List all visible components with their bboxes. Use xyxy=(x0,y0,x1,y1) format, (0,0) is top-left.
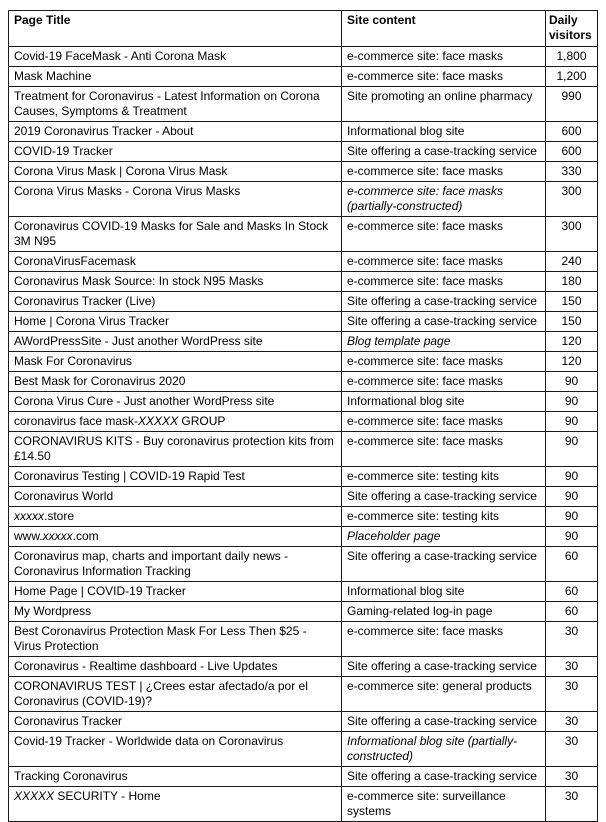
page-title-cell xyxy=(9,292,342,312)
page-title-cell xyxy=(9,467,342,487)
table-header xyxy=(9,11,598,47)
page-title-cell xyxy=(9,412,342,432)
daily-visitors-cell: 90 xyxy=(546,487,598,507)
site-content-cell xyxy=(342,162,546,182)
page-title-text: Best Coronavirus Protection Mask For Less Then $25 - Virus Protection xyxy=(14,624,307,653)
table-row xyxy=(9,657,598,677)
table-row xyxy=(9,332,598,352)
daily-visitors-cell: 990 xyxy=(546,87,598,122)
page-title-text: Corona Virus Mask | Corona Virus Mask xyxy=(14,164,228,178)
page-title-cell xyxy=(9,182,342,217)
page-title-text: AWordPressSite - Just another WordPress site xyxy=(14,334,263,348)
site-content-cell xyxy=(342,582,546,602)
site-content-text: Site offering a case-tracking service xyxy=(347,144,537,158)
page-title-cell xyxy=(9,372,342,392)
site-content-text: e-commerce site: face masks xyxy=(347,219,504,233)
page-title-text: Mask For Coronavirus xyxy=(14,354,133,368)
daily-visitors-cell: 60 xyxy=(546,602,598,622)
page-title-text: Coronavirus World xyxy=(14,489,114,503)
page-title-cell xyxy=(9,252,342,272)
site-content-cell xyxy=(342,312,546,332)
page-title-text: CORONAVIRUS KITS - Buy coronavirus protection kits from £14.50 xyxy=(14,434,334,463)
daily-visitors-cell: 90 xyxy=(546,432,598,467)
page-title-cell xyxy=(9,217,342,252)
table-row xyxy=(9,122,598,142)
daily-visitors-cell: 240 xyxy=(546,252,598,272)
page-title-text: Coronavirus Tracker xyxy=(14,714,123,728)
table-row xyxy=(9,527,598,547)
site-content-cell xyxy=(342,67,546,87)
page-title-cell xyxy=(9,272,342,292)
site-content-cell xyxy=(342,787,546,822)
site-content-cell xyxy=(342,372,546,392)
table-row xyxy=(9,677,598,712)
site-content-cell xyxy=(342,767,546,787)
daily-visitors-cell: 90 xyxy=(546,507,598,527)
table-row xyxy=(9,547,598,582)
site-content-text: Placeholder page xyxy=(347,529,441,543)
site-content-text: e-commerce site: face masks xyxy=(347,354,504,368)
daily-visitors-cell: 30 xyxy=(546,677,598,712)
table-row xyxy=(9,312,598,332)
header-row xyxy=(9,11,598,47)
page-title-text: Coronavirus Tracker (Live) xyxy=(14,294,156,308)
page-title-cell xyxy=(9,582,342,602)
page-title-text: XXXXX xyxy=(138,414,179,428)
page-title-text: Tracking Coronavirus xyxy=(14,769,128,783)
site-content-text: Site offering a case-tracking service xyxy=(347,659,537,673)
site-content-cell xyxy=(342,677,546,712)
page-title-text: SECURITY - Home xyxy=(54,789,161,803)
daily-visitors-cell: 60 xyxy=(546,547,598,582)
site-content-text: Site offering a case-tracking service xyxy=(347,714,537,728)
page-title-cell xyxy=(9,507,342,527)
page-title-text: xxxxx xyxy=(42,529,73,543)
table-row xyxy=(9,87,598,122)
site-content-cell xyxy=(342,87,546,122)
site-content-text: Informational blog site xyxy=(347,394,465,408)
site-content-cell xyxy=(342,432,546,467)
site-content-text: Site offering a case-tracking service xyxy=(347,314,537,328)
page-title-cell xyxy=(9,732,342,767)
page-title-text: Coronavirus Mask Source: In stock N95 Masks xyxy=(14,274,264,288)
table-body xyxy=(9,47,598,822)
page-title-text: CORONAVIRUS TEST | ¿Crees estar afectado/a por el Coronavirus (COVID-19)? xyxy=(14,679,308,708)
table-row xyxy=(9,292,598,312)
page-title-cell xyxy=(9,162,342,182)
site-content-cell xyxy=(342,47,546,67)
daily-visitors-cell: 600 xyxy=(546,122,598,142)
site-content-cell xyxy=(342,252,546,272)
page-title-cell xyxy=(9,712,342,732)
table-row xyxy=(9,582,598,602)
daily-visitors-cell: 120 xyxy=(546,332,598,352)
header-site-content: Site content xyxy=(342,11,546,47)
site-content-cell xyxy=(342,412,546,432)
table-row xyxy=(9,372,598,392)
site-content-text: e-commerce site: testing kits xyxy=(347,509,500,523)
page-title-cell xyxy=(9,352,342,372)
site-content-text: Blog template page xyxy=(347,334,451,348)
site-content-text: e-commerce site: face masks xyxy=(347,374,504,388)
site-content-text: e-commerce site: face masks xyxy=(347,434,504,448)
table-row xyxy=(9,767,598,787)
table-row xyxy=(9,392,598,412)
site-content-cell xyxy=(342,272,546,292)
page-title-text: Treatment for Coronavirus - Latest Information on Corona Causes, Symptoms & Treatment xyxy=(14,89,320,118)
header-daily-visitors: Daily visitors xyxy=(546,11,598,47)
page-title-text: 2019 Coronavirus Tracker - About xyxy=(14,124,194,138)
site-content-text: Site offering a case-tracking service xyxy=(347,549,537,563)
daily-visitors-cell: 90 xyxy=(546,412,598,432)
daily-visitors-cell: 150 xyxy=(546,312,598,332)
daily-visitors-cell: 120 xyxy=(546,352,598,372)
site-content-cell xyxy=(342,392,546,412)
table-row xyxy=(9,352,598,372)
table-row xyxy=(9,182,598,217)
page-title-text: Covid-19 FaceMask - Anti Corona Mask xyxy=(14,49,227,63)
page-title-text: CoronaVirusFacemask xyxy=(14,254,136,268)
site-content-cell xyxy=(342,352,546,372)
table-row xyxy=(9,412,598,432)
site-content-text: Informational blog site (partially-constructed) xyxy=(347,734,518,763)
site-content-text: e-commerce site: face masks xyxy=(347,164,504,178)
table-row xyxy=(9,712,598,732)
table-row xyxy=(9,732,598,767)
daily-visitors-cell: 330 xyxy=(546,162,598,182)
page-title-text: Home | Corona Virus Tracker xyxy=(14,314,169,328)
page-title-text: Coronavirus Testing | COVID-19 Rapid Test xyxy=(14,469,245,483)
page-traffic-table xyxy=(8,10,598,822)
site-content-text: e-commerce site: face masks xyxy=(347,254,504,268)
daily-visitors-cell: 30 xyxy=(546,732,598,767)
page-title-text: Covid-19 Tracker - Worldwide data on Coronavirus xyxy=(14,734,284,748)
table-row xyxy=(9,142,598,162)
site-content-cell xyxy=(342,122,546,142)
site-content-text: e-commerce site: face masks xyxy=(347,69,504,83)
page-title-cell xyxy=(9,87,342,122)
site-content-text: Site offering a case-tracking service xyxy=(347,489,537,503)
table-row xyxy=(9,162,598,182)
page-title-text: Best Mask for Coronavirus 2020 xyxy=(14,374,186,388)
daily-visitors-cell: 300 xyxy=(546,182,598,217)
page-title-text: Home Page | COVID-19 Tracker xyxy=(14,584,186,598)
table-row xyxy=(9,622,598,657)
table-row xyxy=(9,272,598,292)
page-title-cell xyxy=(9,432,342,467)
daily-visitors-cell: 30 xyxy=(546,787,598,822)
site-content-cell xyxy=(342,622,546,657)
daily-visitors-cell: 90 xyxy=(546,467,598,487)
page-title-text: .store xyxy=(44,509,75,523)
site-content-cell xyxy=(342,712,546,732)
site-content-cell xyxy=(342,467,546,487)
site-content-text: Informational blog site xyxy=(347,124,465,138)
page-title-text: Mask Machine xyxy=(14,69,92,83)
daily-visitors-cell: 30 xyxy=(546,657,598,677)
page-title-cell xyxy=(9,547,342,582)
site-content-text: e-commerce site: face masks xyxy=(347,414,504,428)
page-title-text: COVID-19 Tracker xyxy=(14,144,113,158)
daily-visitors-cell: 60 xyxy=(546,582,598,602)
page-title-cell xyxy=(9,787,342,822)
table-row xyxy=(9,252,598,272)
page-title-cell xyxy=(9,312,342,332)
page-title-cell xyxy=(9,657,342,677)
page-title-cell xyxy=(9,487,342,507)
daily-visitors-cell: 300 xyxy=(546,217,598,252)
site-content-text: Informational blog site xyxy=(347,584,465,598)
page-title-cell xyxy=(9,122,342,142)
site-content-text: e-commerce site: surveillance systems xyxy=(347,789,506,818)
site-content-cell xyxy=(342,487,546,507)
daily-visitors-cell: 30 xyxy=(546,622,598,657)
page-title-cell xyxy=(9,677,342,712)
site-content-text: e-commerce site: face masks xyxy=(347,274,504,288)
page-title-cell xyxy=(9,142,342,162)
site-content-cell xyxy=(342,547,546,582)
site-content-text: e-commerce site: face masks (partially-constructed) xyxy=(347,184,504,213)
page-title-cell xyxy=(9,392,342,412)
page-title-cell xyxy=(9,527,342,547)
page-title-cell xyxy=(9,602,342,622)
header-page-title: Page Title xyxy=(9,11,342,47)
daily-visitors-cell: 30 xyxy=(546,712,598,732)
page-title-text: Coronavirus COVID-19 Masks for Sale and Masks In Stock 3M N95 xyxy=(14,219,329,248)
daily-visitors-cell: 90 xyxy=(546,392,598,412)
site-content-text: e-commerce site: face masks xyxy=(347,624,504,638)
table-row xyxy=(9,217,598,252)
page-title-text: GROUP xyxy=(178,414,226,428)
table-row xyxy=(9,487,598,507)
site-content-cell xyxy=(342,527,546,547)
page-title-text: www. xyxy=(14,529,43,543)
site-content-cell xyxy=(342,142,546,162)
page-title-text: Coronavirus - Realtime dashboard - Live Updates xyxy=(14,659,278,673)
table-row xyxy=(9,787,598,822)
site-content-cell xyxy=(342,217,546,252)
table-row xyxy=(9,67,598,87)
site-content-text: Site offering a case-tracking service xyxy=(347,769,537,783)
site-content-cell xyxy=(342,182,546,217)
page-title-cell xyxy=(9,767,342,787)
page-title-text: Corona Virus Masks - Corona Virus Masks xyxy=(14,184,241,198)
site-content-text: Gaming-related log-in page xyxy=(347,604,493,618)
page-title-text: My Wordpress xyxy=(14,604,92,618)
page-title-text: XXXXX xyxy=(14,789,55,803)
daily-visitors-cell: 180 xyxy=(546,272,598,292)
daily-visitors-cell: 1,200 xyxy=(546,67,598,87)
site-content-cell xyxy=(342,602,546,622)
table-row xyxy=(9,467,598,487)
site-content-text: e-commerce site: testing kits xyxy=(347,469,500,483)
site-content-cell xyxy=(342,292,546,312)
daily-visitors-cell: 30 xyxy=(546,767,598,787)
page-title-cell xyxy=(9,622,342,657)
site-content-cell xyxy=(342,507,546,527)
site-content-text: Site promoting an online pharmacy xyxy=(347,89,533,103)
daily-visitors-cell: 90 xyxy=(546,527,598,547)
table-row xyxy=(9,432,598,467)
site-content-text: e-commerce site: face masks xyxy=(347,49,504,63)
page-title-text: .com xyxy=(72,529,99,543)
table-row xyxy=(9,507,598,527)
table-row xyxy=(9,602,598,622)
site-content-text: Site offering a case-tracking service xyxy=(347,294,537,308)
page-title-text: coronavirus face mask- xyxy=(14,414,139,428)
page-title-cell xyxy=(9,67,342,87)
page-title-text: xxxxx xyxy=(14,509,44,523)
daily-visitors-cell: 90 xyxy=(546,372,598,392)
table-row xyxy=(9,47,598,67)
daily-visitors-cell: 600 xyxy=(546,142,598,162)
site-content-text: e-commerce site: general products xyxy=(347,679,532,693)
daily-visitors-cell: 150 xyxy=(546,292,598,312)
page-title-text: Corona Virus Cure - Just another WordPress site xyxy=(14,394,275,408)
site-content-cell xyxy=(342,732,546,767)
site-content-cell xyxy=(342,657,546,677)
page-title-text: Coronavirus map, charts and important daily news - Coronavirus Information Tracking xyxy=(14,549,289,578)
page-title-cell xyxy=(9,332,342,352)
page-title-cell xyxy=(9,47,342,67)
daily-visitors-cell: 1,800 xyxy=(546,47,598,67)
site-content-cell xyxy=(342,332,546,352)
